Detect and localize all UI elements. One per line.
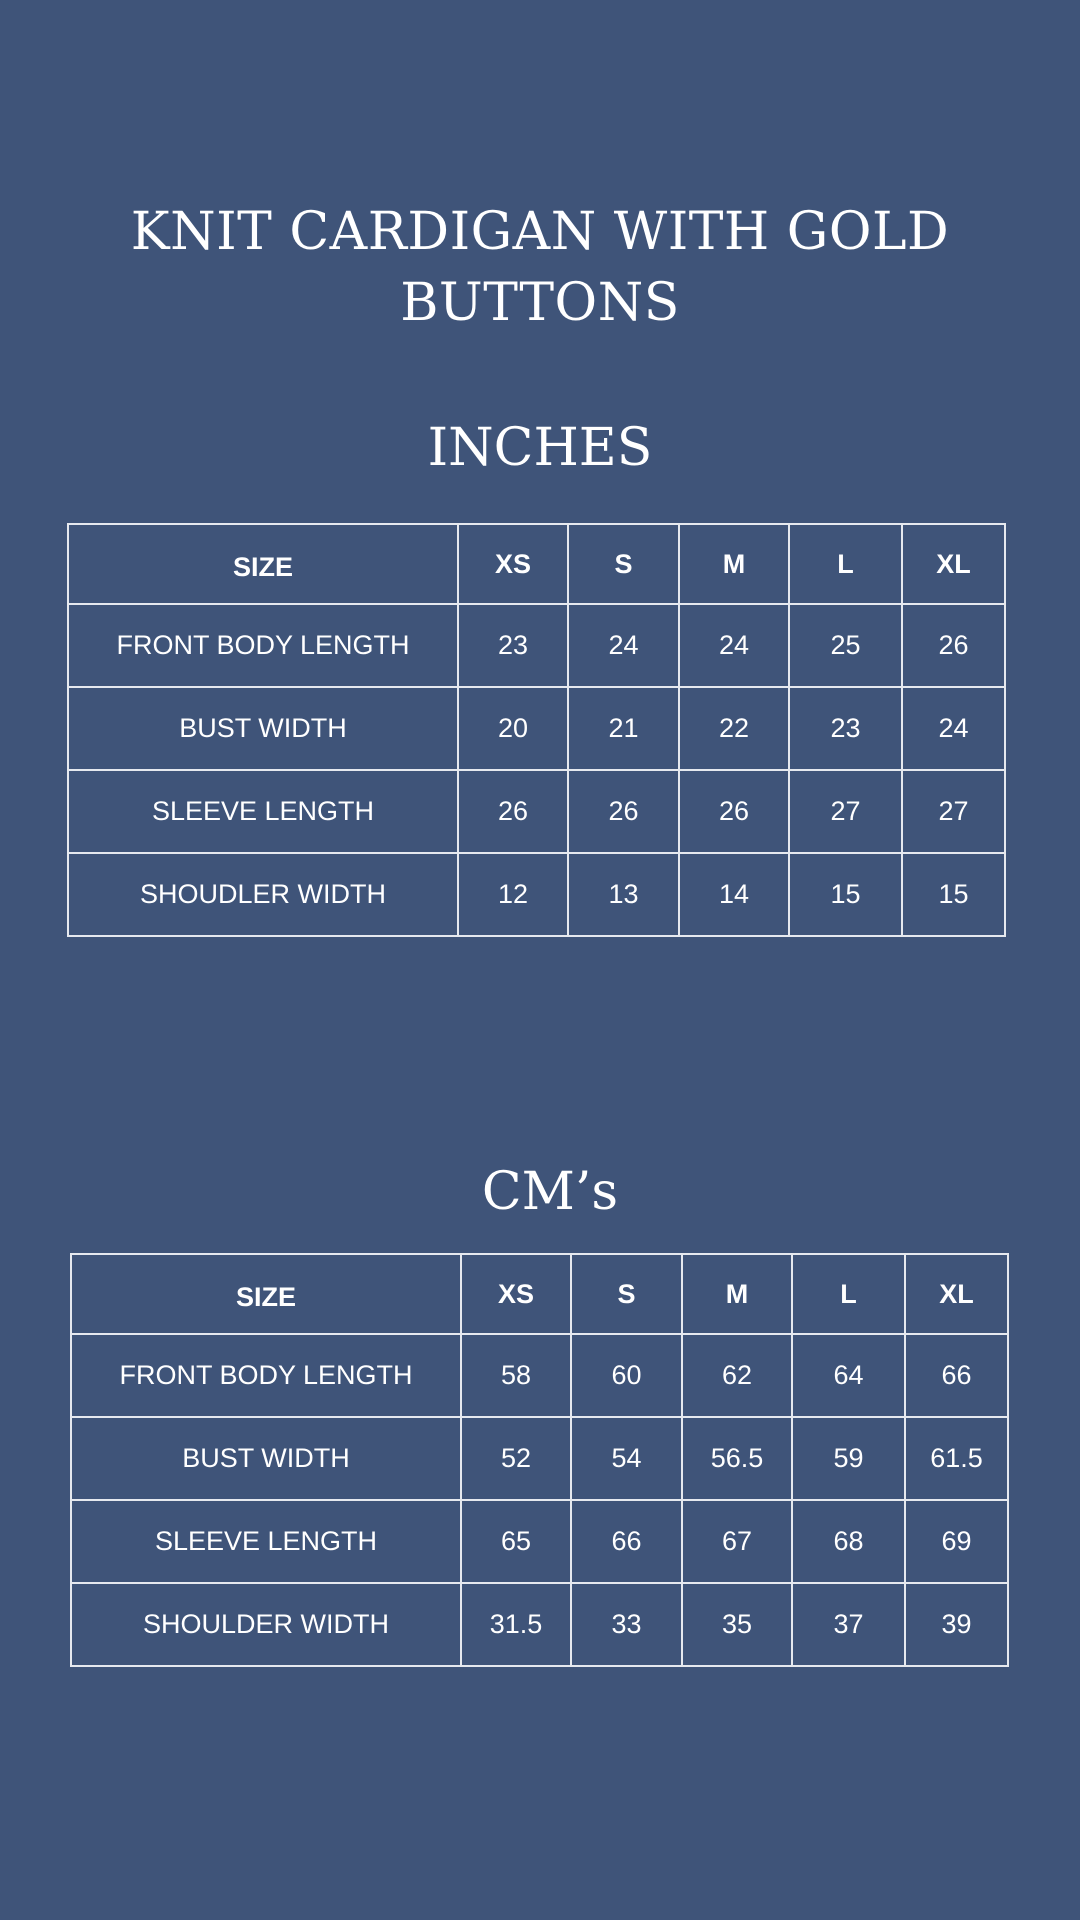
table-cell: 52 xyxy=(461,1417,571,1500)
table-cell: 37 xyxy=(792,1583,905,1666)
row-label: SHOUDLER WIDTH xyxy=(68,853,458,936)
table-cell: 33 xyxy=(571,1583,682,1666)
table-row xyxy=(71,1334,1008,1417)
table-cell: 58 xyxy=(461,1334,571,1417)
inches-heading: INCHES xyxy=(427,418,653,478)
table-cell: 13 xyxy=(568,853,679,936)
table-cell: 23 xyxy=(789,687,902,770)
table-cell: 24 xyxy=(679,604,789,687)
row-label: FRONT BODY LENGTH xyxy=(71,1334,461,1417)
table-cell: 66 xyxy=(905,1334,1008,1417)
table-row xyxy=(68,604,1005,687)
table-cell: 25 xyxy=(789,604,902,687)
row-label: SLEEVE LENGTH xyxy=(68,770,458,853)
table-cell: 23 xyxy=(458,604,568,687)
header-size: SIZE xyxy=(68,524,458,604)
header-l: L xyxy=(792,1254,905,1334)
row-label: FRONT BODY LENGTH xyxy=(68,604,458,687)
table-cell: 12 xyxy=(458,853,568,936)
table-cell: 68 xyxy=(792,1500,905,1583)
header-xl: XL xyxy=(905,1254,1008,1334)
row-label: BUST WIDTH xyxy=(71,1417,461,1500)
row-label: BUST WIDTH xyxy=(68,687,458,770)
table-cell: 27 xyxy=(789,770,902,853)
table-cell: 26 xyxy=(902,604,1005,687)
table-header-row xyxy=(71,1254,1008,1334)
table-cell: 22 xyxy=(679,687,789,770)
table-cell: 24 xyxy=(902,687,1005,770)
table-cell: 61.5 xyxy=(905,1417,1008,1500)
table-cell: 26 xyxy=(679,770,789,853)
row-label: SLEEVE LENGTH xyxy=(71,1500,461,1583)
table-cell: 56.5 xyxy=(682,1417,792,1500)
table-cell: 20 xyxy=(458,687,568,770)
table-cell: 14 xyxy=(679,853,789,936)
table-cell: 66 xyxy=(571,1500,682,1583)
header-m: M xyxy=(679,524,789,604)
cms-size-table xyxy=(70,1253,1009,1667)
header-s: S xyxy=(568,524,679,604)
table-cell: 26 xyxy=(458,770,568,853)
table-row xyxy=(71,1500,1008,1583)
table-cell: 65 xyxy=(461,1500,571,1583)
header-xs: XS xyxy=(461,1254,571,1334)
table-cell: 31.5 xyxy=(461,1583,571,1666)
header-l: L xyxy=(789,524,902,604)
table-row xyxy=(68,853,1005,936)
inches-size-table xyxy=(67,523,1006,937)
row-label: SHOULDER WIDTH xyxy=(71,1583,461,1666)
table-row xyxy=(68,687,1005,770)
table-cell: 15 xyxy=(902,853,1005,936)
table-cell: 39 xyxy=(905,1583,1008,1666)
table-cell: 26 xyxy=(568,770,679,853)
table-cell: 69 xyxy=(905,1500,1008,1583)
header-m: M xyxy=(682,1254,792,1334)
table-cell: 54 xyxy=(571,1417,682,1500)
header-xs: XS xyxy=(458,524,568,604)
cms-heading: CM’s xyxy=(481,1162,619,1222)
header-xl: XL xyxy=(902,524,1005,604)
header-size: SIZE xyxy=(71,1254,461,1334)
table-cell: 24 xyxy=(568,604,679,687)
table-row xyxy=(71,1583,1008,1666)
header-s: S xyxy=(571,1254,682,1334)
product-title: KNIT CARDIGAN WITH GOLD BUTTONS xyxy=(130,202,950,333)
table-cell: 67 xyxy=(682,1500,792,1583)
table-cell: 64 xyxy=(792,1334,905,1417)
table-cell: 15 xyxy=(789,853,902,936)
table-cell: 59 xyxy=(792,1417,905,1500)
table-row xyxy=(71,1417,1008,1500)
table-header-row xyxy=(68,524,1005,604)
table-row xyxy=(68,770,1005,853)
table-cell: 62 xyxy=(682,1334,792,1417)
table-cell: 35 xyxy=(682,1583,792,1666)
table-cell: 60 xyxy=(571,1334,682,1417)
table-cell: 27 xyxy=(902,770,1005,853)
table-cell: 21 xyxy=(568,687,679,770)
